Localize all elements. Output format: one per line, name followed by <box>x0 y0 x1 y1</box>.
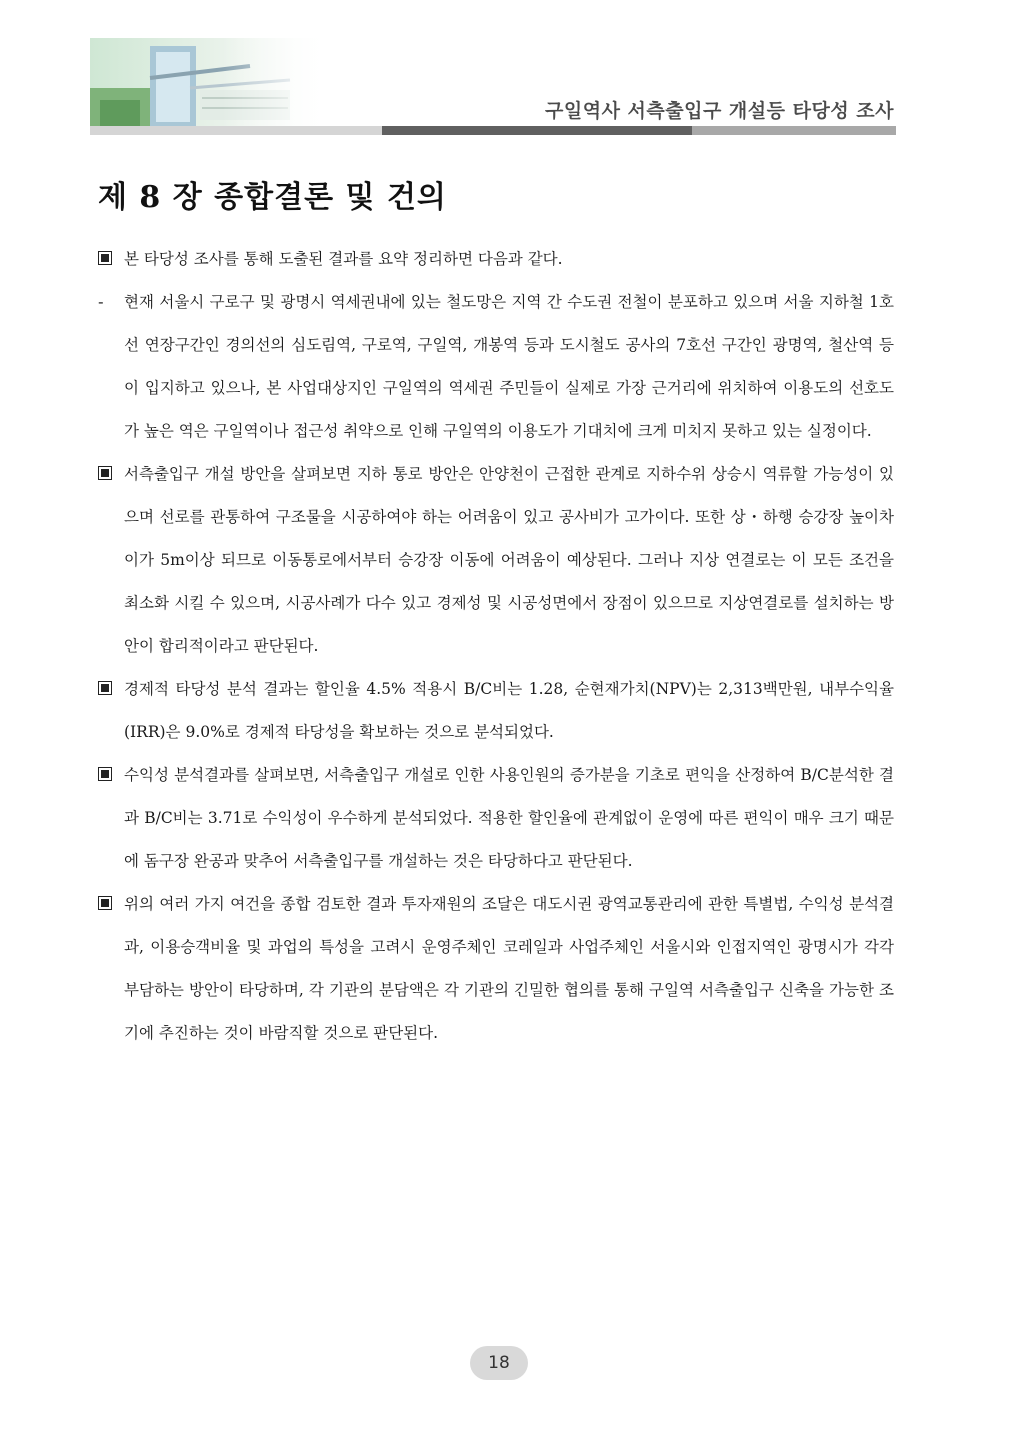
paragraph-text: 서측출입구 개설 방안을 살펴보면 지하 통로 방안은 안양천이 근접한 관계로 지하수위 상승시 역류할 가능성이 있으며 선로를 관통하여 구조물을 시공하여야 하는 어려움이 있고 공사비가 고가이다. 또한 상・하행 승강장 높이차이가 5m이상 되므로 이동통로에서부터 승강장 이동에 어려움이 예상된다. 그러나 지상 연결로는 이 모든 조건을 최소화 시킬 수 있으며, 시공사례가 다수 있고 경제성 및 시공성면에서 장점이 있으므로 지상연결로를 설치하는 방안이 합리적이라고 판단된다. <box>124 465 894 655</box>
page-number: 18 <box>470 1346 528 1380</box>
paragraph-text: 경제적 타당성 분석 결과는 할인율 4.5% 적용시 B/C비는 1.28, 순현재가치(NPV)는 2,313백만원, 내부수익율(IRR)은 9.0%로 경제적 타당성을 확보하는 것으로 분석되었다. <box>124 680 894 741</box>
square-bullet-icon <box>98 668 112 711</box>
paragraph <box>98 754 894 883</box>
paragraph-text: 본 타당성 조사를 통해 도출된 결과를 요약 정리하면 다음과 같다. <box>124 250 563 268</box>
paragraph <box>98 281 894 453</box>
header-rule <box>90 126 896 135</box>
paragraph <box>98 883 894 1055</box>
square-bullet-icon <box>98 883 112 926</box>
document-body <box>98 238 894 1055</box>
station-photo-icon <box>90 38 330 130</box>
document-title: 구일역사 서측출입구 개설등 타당성 조사 <box>545 100 894 122</box>
paragraph <box>98 668 894 754</box>
square-bullet-icon <box>98 754 112 797</box>
square-bullet-icon <box>98 453 112 496</box>
chapter-title: 제 8 장 종합결론 및 건의 <box>98 180 447 215</box>
paragraph-text: 현재 서울시 구로구 및 광명시 역세권내에 있는 철도망은 지역 간 수도권 전철이 분포하고 있으며 서울 지하철 1호선 연장구간인 경의선의 심도림역, 구로역, 구일역, 개봉역 등과 도시철도 공사의 7호선 구간인 광명역, 철산역 등이 입지하고 있으나, 본 사업대상지인 구일역의 역세권 주민들이 실제로 가장 근거리에 위치하여 이용도의 선호도가 높은 역은 구일역이나 접근성 취약으로 인해 구일역의 이용도가 기대치에 크게 미치지 못하고 있는 실정이다. <box>124 293 894 440</box>
paragraph <box>98 238 894 281</box>
page-header <box>90 38 896 138</box>
paragraph <box>98 453 894 668</box>
paragraph-text: 위의 여러 가지 여건을 종합 검토한 결과 투자재원의 조달은 대도시권 광역교통관리에 관한 특별법, 수익성 분석결과, 이용승객비율 및 과업의 특성을 고려시 운영주체인 코레일과 사업주체인 서울시와 인접지역인 광명시가 각각 부담하는 방안이 타당하며, 각 기관의 분담액은 각 기관의 긴밀한 협의를 통해 구일역 서측출입구 신축을 가능한 조기에 추진하는 것이 바람직할 것으로 판단된다. <box>124 895 894 1042</box>
dash-bullet: - <box>98 293 104 311</box>
square-bullet-icon <box>98 238 112 281</box>
paragraph-text: 수익성 분석결과를 살펴보면, 서측출입구 개설로 인한 사용인원의 증가분을 기초로 편익을 산정하여 B/C분석한 결과 B/C비는 3.71로 수익성이 우수하게 분석되었다. 적용한 할인율에 관계없이 운영에 따른 편익이 매우 크기 때문에 돔구장 완공과 맞추어 서측출입구를 개설하는 것은 타당하다고 판단된다. <box>124 766 894 870</box>
